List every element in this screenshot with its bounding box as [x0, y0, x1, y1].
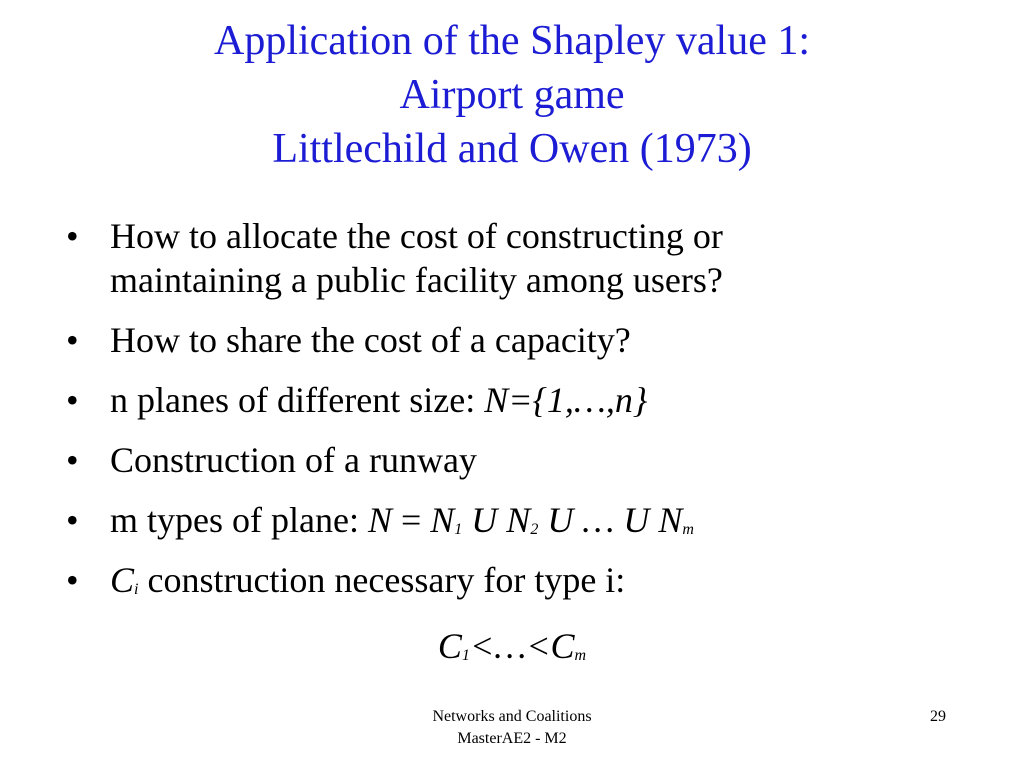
bullet-dot-icon: •	[66, 320, 79, 360]
bullet-5-sub-m: m	[682, 521, 694, 538]
bullet-item	[66, 214, 966, 302]
bullet-3-label: n planes of different size:	[110, 380, 485, 420]
bullet-6-C: C	[110, 560, 135, 600]
page-number: 29	[930, 708, 946, 725]
bullet-5-sub-2: 2	[530, 521, 539, 538]
footer-line-2: MasterAE2 - M2	[457, 730, 567, 747]
slide-title	[0, 14, 1024, 176]
bullet-3-text	[110, 378, 966, 422]
formula-sub-1: 1	[461, 647, 470, 664]
formula-middle: <…<C	[469, 626, 575, 666]
slide-footer	[0, 706, 1024, 750]
bullet-1-line-2: maintaining a public facility among users?	[110, 260, 723, 300]
bullet-dot-icon: •	[66, 380, 79, 420]
bullet-1-line-1: How to allocate the cost of constructing or	[110, 216, 723, 256]
bullet-list	[66, 214, 966, 618]
bullet-5-N: N	[367, 500, 392, 540]
bullet-5-sub-1: 1	[454, 521, 463, 538]
bullet-item	[66, 558, 966, 602]
footer-line-1: Networks and Coalitions	[432, 708, 592, 725]
bullet-item	[66, 378, 966, 422]
bullet-dot-icon: •	[66, 500, 79, 540]
bullet-6-sub-i: i	[134, 581, 139, 598]
bullet-5-union-1: U N	[462, 500, 531, 540]
formula-sub-m: m	[574, 647, 587, 664]
bullet-item	[66, 438, 966, 482]
ordering-formula	[0, 624, 1024, 668]
bullet-dot-icon: •	[66, 440, 79, 480]
bullet-5-text	[110, 498, 966, 542]
bullet-5-equals: =	[391, 500, 431, 540]
bullet-3-formula: N={1,…,n}	[484, 380, 648, 420]
bullet-5-union-rest: U … U N	[538, 500, 683, 540]
title-line-3: Littlechild and Owen (1973)	[272, 126, 752, 172]
bullet-dot-icon: •	[66, 560, 79, 600]
title-line-2: Airport game	[399, 72, 625, 118]
bullet-5-label: m types of plane:	[110, 500, 368, 540]
formula-C1: C	[437, 626, 462, 666]
title-line-1: Application of the Shapley value 1:	[213, 18, 811, 64]
bullet-6-text	[110, 558, 966, 602]
bullet-5-N1: N	[430, 500, 455, 540]
bullet-item	[66, 318, 966, 362]
bullet-6-label: construction necessary for type i:	[138, 560, 626, 600]
bullet-4-text: Construction of a runway	[110, 440, 477, 480]
bullet-item	[66, 498, 966, 542]
bullet-dot-icon: •	[66, 216, 79, 256]
bullet-2-text: How to share the cost of a capacity?	[110, 320, 631, 360]
